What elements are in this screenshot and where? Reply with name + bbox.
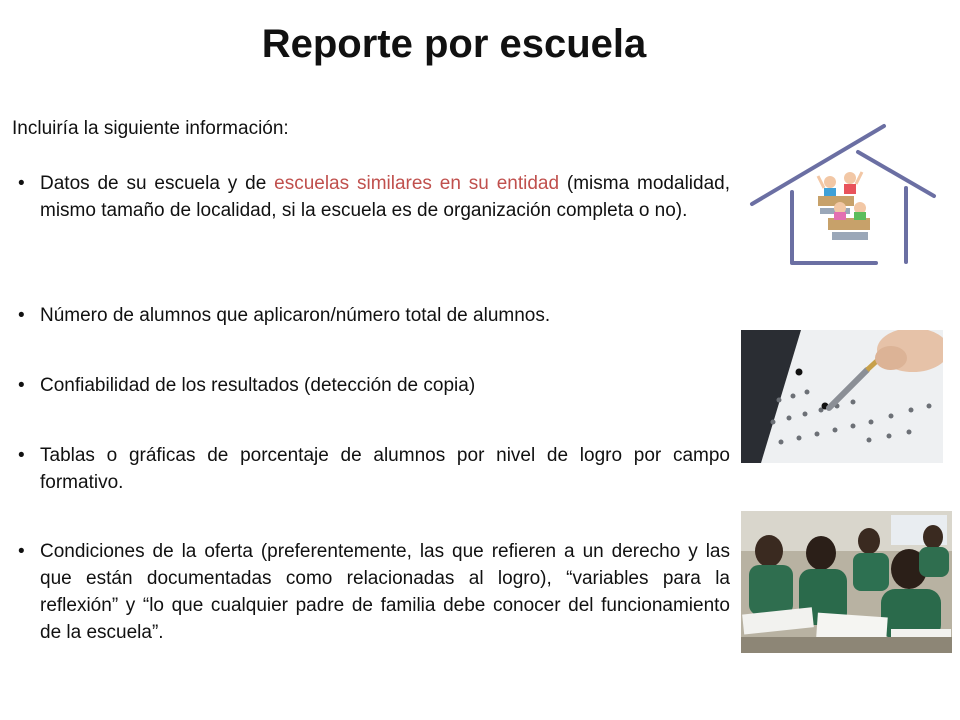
bullet-icon: • (18, 375, 25, 396)
slide-title: Reporte por escuela (261, 22, 647, 66)
bullet-text-part: (misma modalidad, mismo tamaño de localidad, si la escuela es de organización completa o no). (40, 173, 730, 221)
highlight-similar-schools: escuelas similares en su entidad (274, 173, 560, 194)
bullet-icon: • (18, 445, 25, 466)
bullet-item-school-data (18, 170, 730, 224)
answer-sheet-pen-photo (741, 330, 943, 463)
bullet-text (40, 170, 730, 224)
bullet-icon: • (18, 173, 25, 194)
bullet-text: Tablas o gráficas de porcentaje de alumnos por nivel de logro por campo formativo. (40, 445, 730, 493)
intro-text: Incluiría la siguiente información: (12, 118, 289, 139)
bullet-item-reliability (18, 372, 730, 399)
bullet-text-part: Datos de su escuela y de (40, 173, 275, 194)
bullet-text: Condiciones de la oferta (preferentemente, las que refieren a un derecho y las que están documentadas como relacionadas al logro), “variables para la reflexión” y “lo que cualquier padre de familia debe conocer del funcionamiento de la escuela”. (40, 541, 730, 643)
bullet-icon: • (18, 541, 25, 562)
bullet-item-tables (18, 442, 730, 496)
bullet-icon: • (18, 305, 25, 326)
bullet-item-conditions (18, 538, 730, 646)
bullet-text: Número de alumnos que aplicaron/número total de alumnos. (40, 305, 551, 326)
school-house-illustration (748, 118, 944, 273)
bullet-item-students (18, 302, 730, 329)
students-taking-test-photo (741, 511, 952, 653)
bullet-text: Confiabilidad de los resultados (detección de copia) (40, 375, 476, 396)
